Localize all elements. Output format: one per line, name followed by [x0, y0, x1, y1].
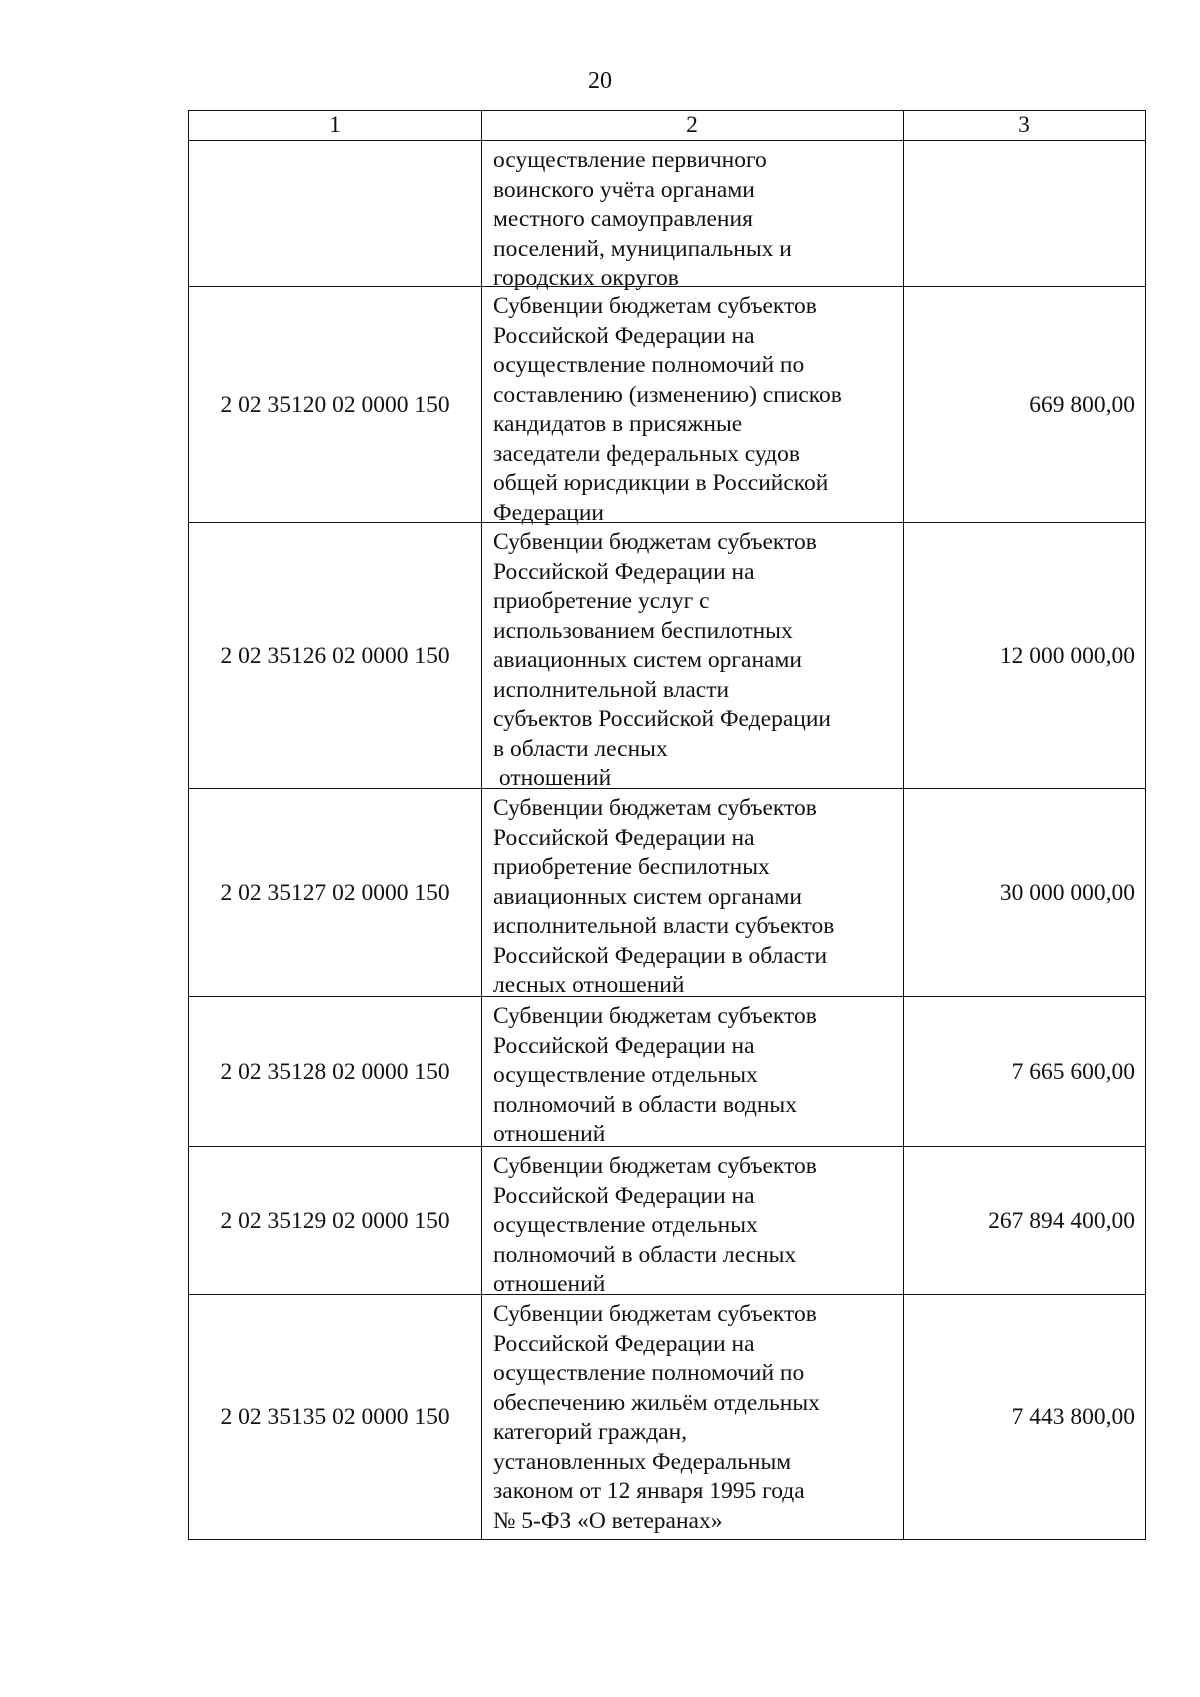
header-col-2: 2: [686, 111, 698, 138]
amount-cell: [903, 1295, 1145, 1539]
description-line: Российской Федерации на: [493, 824, 755, 851]
header-col-1: 1: [329, 111, 341, 138]
amount-value: 669 800,00: [1029, 391, 1135, 418]
budget-code-cell: [189, 287, 481, 522]
table-row: [189, 1147, 1145, 1295]
description-line: исполнительной власти: [493, 676, 730, 703]
description-line: категорий граждан,: [493, 1419, 688, 1445]
description-line: Российской Федерации на: [493, 1182, 755, 1209]
description-line: Российской Федерации на: [493, 322, 755, 349]
description-line: приобретение беспилотных: [493, 854, 770, 880]
amount-cell: [903, 997, 1145, 1146]
description-cell: [481, 287, 903, 526]
table-row: [189, 997, 1145, 1147]
budget-code: 2 02 35135 02 0000 150: [220, 1404, 450, 1430]
description-line: Субвенции бюджетам субъектов: [493, 1301, 817, 1327]
budget-code-cell: [189, 523, 481, 788]
description-cell: [481, 1295, 903, 1539]
header-col-3: 3: [1018, 111, 1030, 138]
description-line: использованием беспилотных: [493, 617, 793, 644]
description-line: Субвенции бюджетам субъектов: [493, 293, 817, 319]
description-line: субъектов Российской Федерации: [493, 706, 831, 732]
table-header-row: [189, 111, 1145, 141]
description-line: воинского учёта органами: [493, 176, 755, 203]
budget-code-cell: [189, 1295, 481, 1539]
description-line: Субвенции бюджетам субъектов: [493, 1153, 817, 1179]
description-line: осуществление отдельных: [493, 1062, 758, 1088]
description-cell: [481, 523, 903, 791]
description-cell: [481, 997, 903, 1146]
amount-value: 12 000 000,00: [999, 642, 1135, 669]
description-line: кандидатов в присяжные: [493, 411, 743, 437]
amount-value: 7 443 800,00: [1011, 1404, 1135, 1430]
description-cell: [481, 141, 903, 291]
description-line: лесных отношений: [493, 972, 685, 998]
budget-code-cell: [189, 789, 481, 996]
amount-cell: [903, 523, 1145, 788]
description-line: Российской Федерации на: [493, 1032, 755, 1059]
description-line: в области лесных: [493, 735, 668, 762]
description-line: Субвенции бюджетам субъектов: [493, 795, 817, 821]
amount-value: 7 665 600,00: [1011, 1058, 1135, 1085]
description-line: полномочий в области лесных: [493, 1241, 797, 1268]
budget-code: 2 02 35129 02 0000 150: [220, 1207, 450, 1234]
description-line: местного самоуправления: [493, 206, 753, 232]
budget-code: 2 02 35127 02 0000 150: [220, 879, 450, 906]
budget-code-cell: [189, 141, 481, 286]
description-cell: [481, 789, 903, 996]
description-line: Российской Федерации в области: [493, 942, 828, 969]
description-line: городских округов: [493, 265, 679, 291]
description-line: осуществление полномочий по: [493, 352, 805, 378]
description-line: отношений: [493, 1121, 606, 1147]
budget-code: 2 02 35120 02 0000 150: [220, 391, 450, 418]
description-line: полномочий в области водных: [493, 1091, 797, 1118]
table-row: [189, 141, 1145, 291]
description-line: Субвенции бюджетам субъектов: [493, 529, 817, 555]
description-line: осуществление первичного: [493, 147, 767, 173]
table-row: [189, 523, 1145, 789]
description-line: составлению (изменению) списков: [493, 381, 842, 408]
amount-cell: [903, 287, 1145, 522]
budget-table: [188, 110, 1146, 1540]
description-line: поселений, муниципальных и: [493, 235, 792, 262]
budget-code: 2 02 35128 02 0000 150: [220, 1058, 450, 1085]
description-line: авиационных систем органами: [493, 883, 802, 910]
description-line: законом от 12 января 1995 года: [493, 1478, 805, 1504]
budget-code-cell: [189, 997, 481, 1146]
amount-cell: [903, 141, 1145, 286]
description-line: установленных Федеральным: [493, 1448, 792, 1475]
description-line: отношений: [493, 1271, 606, 1297]
amount-cell: [903, 789, 1145, 996]
description-line: исполнительной власти субъектов: [493, 913, 835, 939]
budget-code-cell: [189, 1147, 481, 1294]
description-line: заседатели федеральных судов: [493, 440, 800, 467]
description-line: Российской Федерации на: [493, 1330, 755, 1357]
description-line: осуществление отдельных: [493, 1212, 758, 1238]
page-number: 20: [588, 68, 612, 94]
description-line: № 5-ФЗ «О ветеранах»: [493, 1507, 723, 1534]
description-line: авиационных систем органами: [493, 647, 802, 673]
description-line: общей юрисдикции в Российской: [493, 470, 829, 496]
description-line: осуществление полномочий по: [493, 1360, 805, 1386]
description-cell: [481, 1147, 903, 1297]
table-row: [189, 1295, 1145, 1539]
description-line: отношений: [493, 765, 612, 791]
table-row: [189, 789, 1145, 997]
budget-code: 2 02 35126 02 0000 150: [220, 642, 450, 669]
amount-value: 267 894 400,00: [988, 1207, 1135, 1234]
description-line: Субвенции бюджетам субъектов: [493, 1003, 817, 1029]
table-row: [189, 287, 1145, 526]
description-line: приобретение услуг с: [493, 588, 710, 614]
description-line: Российской Федерации на: [493, 558, 755, 585]
amount-cell: [903, 1147, 1145, 1294]
amount-value: 30 000 000,00: [999, 879, 1135, 906]
description-line: обеспечению жильём отдельных: [493, 1389, 820, 1416]
description-line: Федерации: [493, 499, 604, 526]
